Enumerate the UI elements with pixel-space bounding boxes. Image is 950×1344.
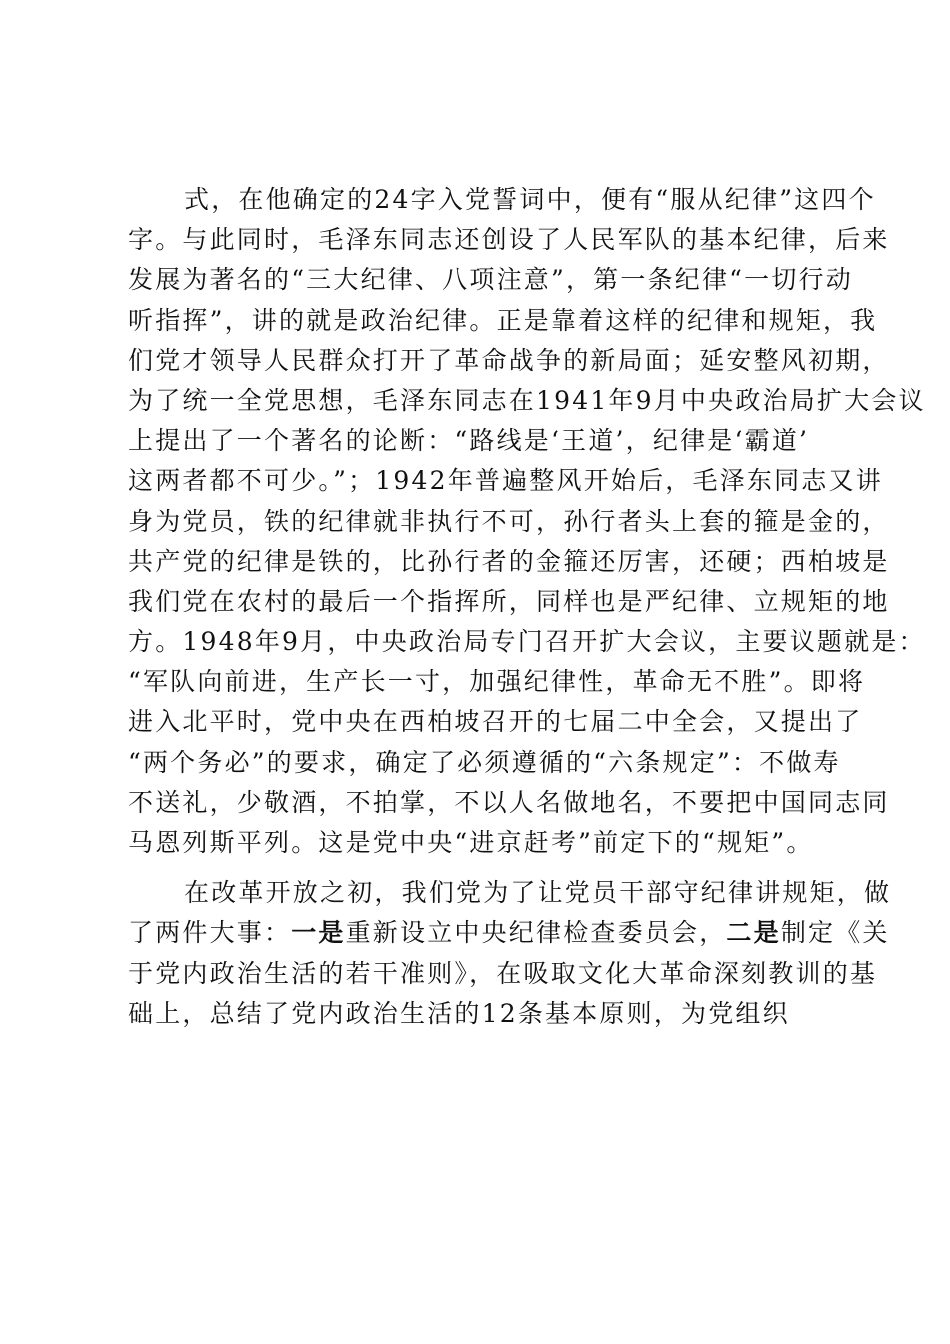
text-line: 身为党员，铁的纪律就非执行不可，孙行者头上套的箍是金的， <box>128 506 890 536</box>
emphasis-first: 一是 <box>291 918 346 948</box>
text-line: 马恩列斯平列。这是党中央“进京赶考”前定下的“规矩”。 <box>128 828 814 857</box>
text-line: 共产党的纪律是铁的，比孙行者的金箍还厉害，还硬；西柏坡是 <box>128 546 890 576</box>
text-line: 听指挥”，讲的就是政治纪律。正是靠着这样的纪律和规矩，我 <box>128 305 878 335</box>
text-line: 上提出了一个著名的论断：“路线是‘王道’，纪律是‘霸道’ <box>128 426 810 456</box>
text-line: 我们党在农村的最后一个指挥所，同样也是严纪律、立规矩的地 <box>128 586 890 616</box>
text-line: 在改革开放之初，我们党为了让党员干部守纪律讲规矩，做 <box>184 878 892 908</box>
text-run: 了两件大事： <box>128 918 292 948</box>
text-line: 于党内政治生活的若干准则》，在吸取文化大革命深刻教训的基 <box>128 958 878 988</box>
text-line: 这两者都不可少。”；1942年普遍整风开始后，毛泽东同志又讲 <box>128 466 883 496</box>
text-run: 重新设立中央纪律检查委员会， <box>345 918 727 948</box>
body-text <box>128 180 926 1034</box>
text-line: 为了统一全党思想，毛泽东同志在1941年9月中央政治局扩大会议 <box>128 385 926 415</box>
text-line: “两个务必”的要求，确定了必须遵循的“六条规定”：不做寿 <box>128 747 841 777</box>
text-run: 制定《关 <box>780 918 890 948</box>
text-line <box>128 913 890 953</box>
text-line: 式，在他确定的24字入党誓词中，便有“服从纪律”这四个 <box>184 185 876 214</box>
text-line: 字。与此同时，毛泽东同志还创设了人民军队的基本纪律，后来 <box>128 225 890 255</box>
text-line: “军队向前进，生产长一寸，加强纪律性，革命无不胜”。即将 <box>128 667 866 697</box>
text-line: 方。1948年9月，中央政治局专门召开扩大会议，主要议题就是： <box>128 627 926 657</box>
paragraph-1 <box>128 180 926 863</box>
text-line: 发展为著名的“三大纪律、八项注意”，第一条纪律“一切行动 <box>128 265 853 295</box>
text-line: 不送礼，少敬酒，不拍掌，不以人名做地名，不要把中国同志同 <box>128 787 890 817</box>
text-line: 础上，总结了党内政治生活的12条基本原则，为党组织 <box>128 998 790 1028</box>
paragraph-2 <box>128 873 892 1034</box>
emphasis-second: 二是 <box>726 918 781 948</box>
text-line: 们党才领导人民群众打开了革命战争的新局面；延安整风初期， <box>128 345 890 375</box>
text-line: 进入北平时，党中央在西柏坡召开的七届二中全会，又提出了 <box>128 707 863 737</box>
